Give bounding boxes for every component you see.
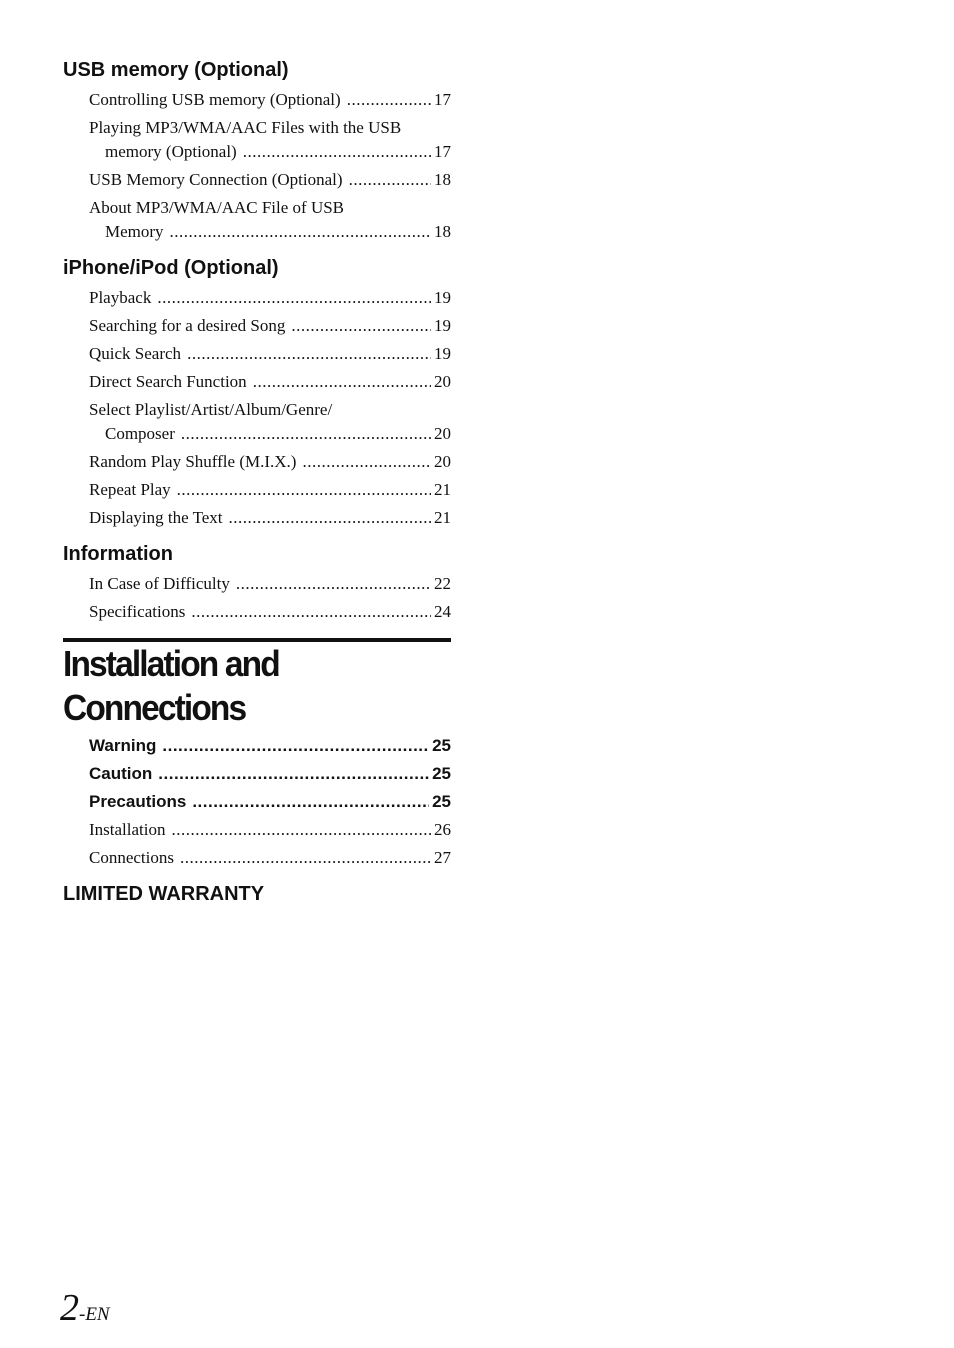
toc-entry-title-continued: Memory	[105, 222, 164, 241]
toc-entry[interactable]	[89, 314, 451, 338]
toc-entry-title: Playing MP3/WMA/AAC Files with the USB	[89, 118, 402, 137]
dot-leader	[349, 168, 431, 192]
toc-entry[interactable]	[89, 600, 451, 624]
toc-entry-title: Controlling USB memory (Optional)	[89, 90, 341, 109]
dot-leader	[180, 846, 431, 870]
dot-leader	[347, 88, 431, 112]
toc-entry-title: Connections	[89, 848, 174, 867]
toc-entry[interactable]	[89, 478, 451, 502]
toc-entry-title: Caution	[89, 764, 153, 783]
dot-leader	[171, 818, 431, 842]
toc-entry-page: 18	[434, 222, 451, 241]
toc-entry-page: 17	[434, 142, 451, 161]
toc-entry-page: 20	[434, 452, 451, 471]
toc-entry-title: Installation	[89, 820, 166, 839]
dot-leader	[236, 572, 431, 596]
toc-entry-page: 25	[432, 792, 451, 811]
section-entries-installation	[89, 734, 451, 870]
dot-leader	[177, 478, 431, 502]
toc-entry-page: 19	[434, 288, 451, 307]
toc-entry-page: 22	[434, 574, 451, 593]
toc-entry-title: USB Memory Connection (Optional)	[89, 170, 343, 189]
toc-entry-title: Random Play Shuffle (M.I.X.)	[89, 452, 297, 471]
dot-leader	[162, 734, 429, 758]
section-heading-usb-memory: USB memory (Optional)	[63, 59, 289, 81]
toc-entry-page: 20	[434, 372, 451, 391]
toc-entry-title: Playback	[89, 288, 152, 307]
toc-entry[interactable]	[89, 88, 451, 112]
page-number-digit: 2	[60, 1287, 79, 1329]
dot-leader	[158, 762, 429, 786]
toc-entry[interactable]	[89, 790, 451, 814]
toc-entry[interactable]	[89, 506, 451, 530]
section-heading-iphone-ipod: iPhone/iPod (Optional)	[63, 257, 279, 279]
toc-entry-title: Select Playlist/Artist/Album/Genre/	[89, 400, 333, 419]
toc-entry-page: 26	[434, 820, 451, 839]
table-of-contents	[63, 56, 451, 908]
dot-leader	[170, 220, 431, 244]
toc-entry[interactable]	[89, 286, 451, 310]
toc-entry-title: Precautions	[89, 792, 187, 811]
toc-entry-title: Displaying the Text	[89, 508, 223, 527]
section-entries-information	[89, 572, 451, 624]
toc-entry-title: Specifications	[89, 602, 186, 621]
toc-entry-title: Searching for a desired Song	[89, 316, 286, 335]
limited-warranty-heading[interactable]: LIMITED WARRANTY	[63, 883, 265, 905]
toc-entry-page: 20	[434, 424, 451, 443]
toc-entry-title-continued: memory (Optional)	[105, 142, 237, 161]
dot-leader	[157, 286, 431, 310]
dot-leader	[302, 450, 431, 474]
dot-leader	[229, 506, 431, 530]
installation-heading: Installation and Connections	[63, 643, 279, 728]
toc-entry[interactable]	[89, 168, 451, 192]
toc-entry-page: 18	[434, 170, 451, 189]
toc-entry-page: 17	[434, 90, 451, 109]
section-heading-information: Information	[63, 543, 173, 565]
toc-entry-page: 25	[432, 736, 451, 755]
toc-entry-title: In Case of Difficulty	[89, 574, 230, 593]
dot-leader	[243, 140, 431, 164]
toc-entry[interactable]	[89, 398, 451, 446]
toc-entry-title: Warning	[89, 736, 157, 755]
dot-leader	[181, 422, 431, 446]
toc-entry-page: 19	[434, 316, 451, 335]
toc-entry-title: Quick Search	[89, 344, 182, 363]
toc-entry[interactable]	[89, 846, 451, 870]
toc-entry[interactable]	[89, 116, 451, 164]
toc-entry[interactable]	[89, 370, 451, 394]
toc-entry[interactable]	[89, 342, 451, 366]
dot-leader	[192, 790, 429, 814]
page-number	[60, 1286, 110, 1330]
toc-entry[interactable]	[89, 572, 451, 596]
toc-entry-page: 19	[434, 344, 451, 363]
dot-leader	[187, 342, 431, 366]
section-entries-usb-memory	[89, 88, 451, 244]
dot-leader	[253, 370, 431, 394]
toc-entry-title-continued: Composer	[105, 424, 175, 443]
toc-entry-page: 27	[434, 848, 451, 867]
toc-entry-page: 24	[434, 602, 451, 621]
toc-entry[interactable]	[89, 762, 451, 786]
installation-heading-block	[63, 638, 451, 730]
toc-entry[interactable]	[89, 734, 451, 758]
dot-leader	[191, 600, 431, 624]
toc-entry-page: 21	[434, 508, 451, 527]
section-entries-iphone-ipod	[89, 286, 451, 530]
toc-entry-title: Repeat Play	[89, 480, 171, 499]
page-number-suffix: -EN	[79, 1304, 110, 1325]
toc-entry[interactable]	[89, 450, 451, 474]
toc-entry[interactable]	[89, 196, 451, 244]
toc-entry-page: 21	[434, 480, 451, 499]
toc-entry-title: Direct Search Function	[89, 372, 247, 391]
toc-entry-page: 25	[432, 764, 451, 783]
dot-leader	[291, 314, 431, 338]
toc-entry-title: About MP3/WMA/AAC File of USB	[89, 198, 345, 217]
toc-entry[interactable]	[89, 818, 451, 842]
